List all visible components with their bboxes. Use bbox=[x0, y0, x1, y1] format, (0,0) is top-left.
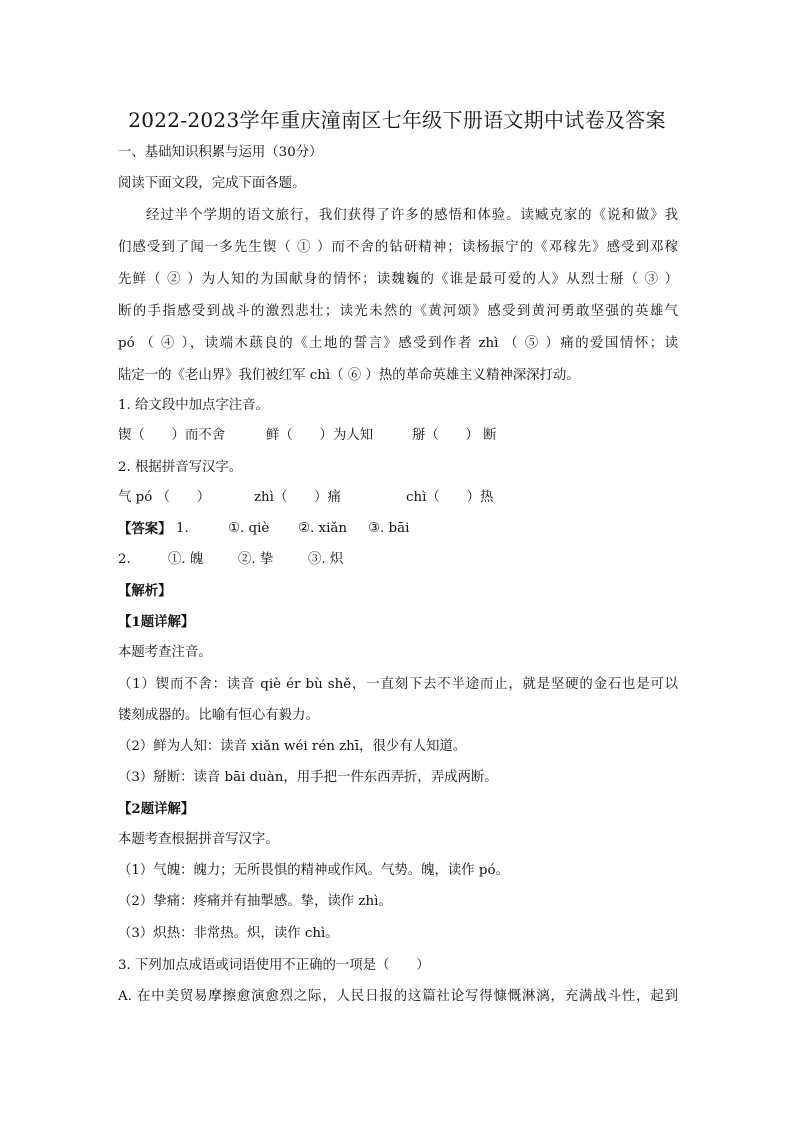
passage-line: pó （ ④ ），读端木蕻良的《土地的誓言》感受到作者 zhì （ ⑤ ）痛的爱国情怀；读 bbox=[118, 336, 678, 351]
passage-line: 陆定一的《老山界》我们被红军 chì（ ⑥ ）热的革命英雄主义精神深深打动。 bbox=[118, 368, 580, 383]
detail-2-line: （1）气魄：魄力；无所畏惧的精神或作风。气势。魄，读作 pó。 bbox=[118, 863, 509, 878]
detail-1-line: （3）掰断：读音 bāi duàn，用手把一件东西弄折，弄成两断。 bbox=[118, 770, 498, 785]
question-3-prompt: 3. 下列加点成语或词语使用不正确的一项是（ ） bbox=[118, 958, 430, 973]
answer-item: ③. bāi bbox=[368, 521, 410, 536]
question-2-prompt: 2. 根据拼音写汉字。 bbox=[118, 460, 243, 475]
detail-2-label: 【2题详解】 bbox=[118, 801, 195, 817]
instruction-text: 阅读下面文段，完成下面各题。 bbox=[118, 176, 306, 191]
answer-item: ①. qiè bbox=[228, 521, 270, 536]
answer-item: ③. 炽 bbox=[308, 552, 344, 567]
question-1-blanks bbox=[118, 426, 678, 446]
answer-item: ②. 挚 bbox=[238, 552, 274, 567]
section-heading: 一、基础知识积累与运用（30分） bbox=[118, 145, 323, 160]
passage-line: 经过半个学期的语文旅行，我们获得了许多的感悟和体验。读臧克家的《说和做》我 bbox=[146, 208, 678, 223]
answer-item: ②. xiǎn bbox=[298, 521, 347, 536]
detail-2-intro: 本题考查根据拼音写汉字。 bbox=[118, 832, 279, 847]
detail-1-line: 镂刻成器的。比喻有恒心有毅力。 bbox=[118, 708, 319, 723]
passage-line: 先鲜（ ② ）为人知的为国献身的情怀；读魏巍的《谁是最可爱的人》从烈士掰（ ③ ） bbox=[118, 272, 678, 287]
detail-2-line: （2）挚痛：疼痛并有抽掣感。挚，读作 zhì。 bbox=[118, 894, 392, 909]
answer-row-2 bbox=[118, 550, 678, 570]
passage-line: 断的手指感受到战斗的激烈悲壮；读光未然的《黄河颂》感受到黄河勇敢坚强的英雄气 bbox=[118, 304, 678, 319]
answer-q2-number: 2. bbox=[118, 552, 131, 567]
answer-label: 【答案】 bbox=[118, 521, 172, 537]
question-2-blanks bbox=[118, 488, 678, 508]
passage-line: 们感受到了闻一多先生锲（ ① ）而不舍的钻研精神；读杨振宁的《邓稼先》感受到邓稼 bbox=[118, 240, 678, 255]
blank-3: 掰（ ） 断 bbox=[412, 428, 497, 443]
blank-2: 鲜（ ）为人知 bbox=[266, 428, 374, 443]
blank-1: 锲（ ）而不舍 bbox=[118, 428, 226, 443]
detail-2-line: （3）炽热：非常热。炽，读作 chì。 bbox=[118, 926, 339, 941]
question-1-prompt: 1. 给文段中加点字注音。 bbox=[118, 398, 269, 413]
detail-1-line: （1）锲而不舍：读音 qiè ér bù shě，一直刻下去不半途而止，就是坚硬的金石也是可以 bbox=[118, 677, 678, 692]
answer-row-1 bbox=[118, 519, 678, 539]
detail-1-line: （2）鲜为人知：读音 xiǎn wéi rén zhī，很少有人知道。 bbox=[118, 739, 467, 754]
detail-1-label: 【1题详解】 bbox=[118, 614, 195, 630]
blank-3: chì（ ）热 bbox=[406, 490, 494, 505]
question-3-option-a: A. 在中美贸易摩擦愈演愈烈之际，人民日报的这篇社论写得慷慨淋漓，充满战斗性，起到 bbox=[118, 989, 678, 1004]
analysis-label: 【解析】 bbox=[118, 583, 172, 599]
answer-q1-number: 1. bbox=[176, 521, 189, 536]
answer-item: ①. 魄 bbox=[168, 552, 204, 567]
blank-1: 气 pó （ ） bbox=[118, 490, 211, 505]
document-title: 2022-2023学年重庆潼南区七年级下册语文期中试卷及答案 bbox=[128, 108, 666, 132]
blank-2: zhì（ ）痛 bbox=[254, 490, 341, 505]
detail-1-intro: 本题考查注音。 bbox=[118, 645, 212, 660]
